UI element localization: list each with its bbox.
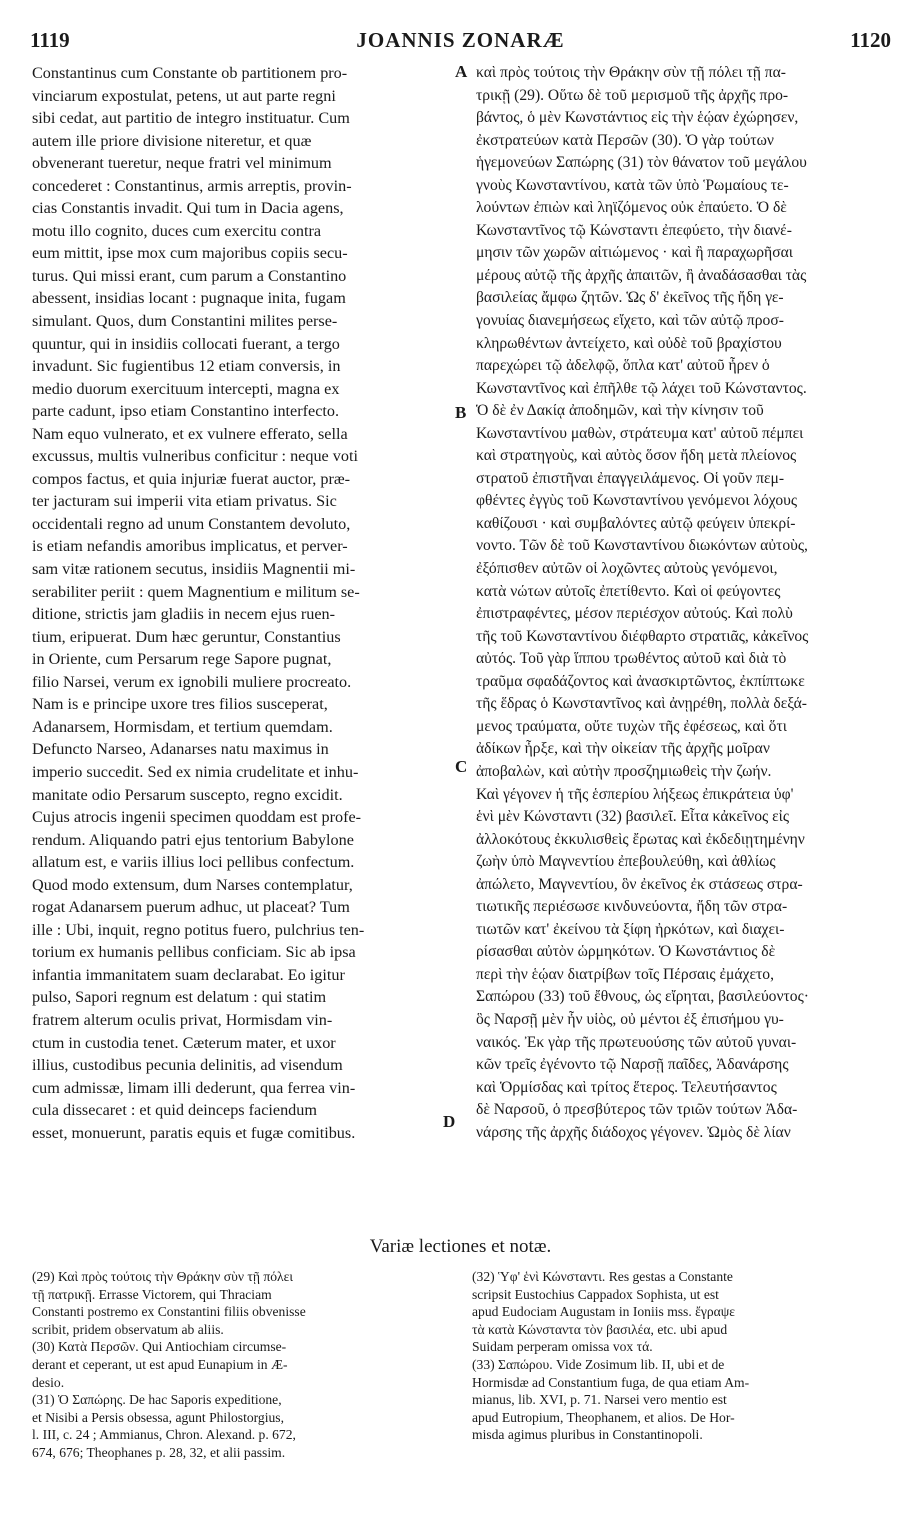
latin-text-line: ctum in custodia tenet. Cæterum mater, et uxor [32,1033,336,1052]
latin-text-line: Nam equo vulnerato, et ex vulnere efferato, sella [32,424,348,443]
latin-text-line: simulant. Quos, dum Constantini milites perse- [32,312,338,331]
greek-text-line: δὲ Ναρσοῦ, ὁ πρεσβύτερος τῶν τριῶν τούτων Ἀδα- [476,1101,798,1119]
latin-text-line: esset, monuerunt, paratis equis et fugæ comitibus. [32,1123,356,1142]
latin-text-line: in Oriente, cum Persarum rege Sapore pugnat, [32,650,332,669]
greek-text-line: ἐκστρατεύων κατὰ Περσῶν (30). Ὁ γὰρ τούτων [476,131,774,149]
latin-text-line: turus. Qui missi erant, cum parum a Constantino [32,266,347,285]
greek-text-line: ρίσασθαι αὐτὸν ὡρμηκότων. Ὁ Κωνστάντιος δὲ [476,943,776,961]
greek-text-line: τῆς τοῦ Κωνσταντίνου διέφθαρτο στρατιᾶς, κἀκεῖνος [476,627,809,645]
note-line: scripsit Eustochius Cappadox Sophista, ut est [472,1286,719,1302]
page-number-left: 1119 [30,28,70,52]
greek-text-line: παρεχώρει τῷ ἀδελφῷ, ὅπλα κατ' αὐτοῦ ἦρεν ὁ [476,357,770,375]
latin-text-line: autem ille priore divisione niteretur, et quæ [32,131,312,150]
latin-text-line: illius, custodibus pecunia delinitis, ad visendum [32,1056,343,1075]
latin-text-line: sam vitæ rationem secutus, insidiis Magnentii mi- [32,560,356,579]
note-line: desio. [32,1374,65,1390]
greek-text-line: βάντος, ὁ μὲν Κωνστάντιος εἰς τὴν ἑῴαν ἐχώρησεν, [476,109,799,127]
greek-text-line: μησιν τῶν χωρῶν αἰτιώμενος · καὶ ἢ παραχωρῆσαι [476,244,793,262]
latin-text-line: concederet : Constantinus, armis arreptis, provin- [32,176,352,195]
note-line: l. III, c. 24 ; Ammianus, Chron. Alexand. p. 672, [32,1427,296,1443]
greek-text-line: νοντο. Τῶν δὲ τοῦ Κωνσταντίνου διωκόντων αὐτοὺς, [476,537,808,555]
greek-text-line: καὶ πρὸς τούτοις τὴν Θράκην σὺν τῇ πόλει τῇ πα- [476,64,786,81]
latin-text-line: ditione, strictis jam gladiis in necem ejus ruen- [32,605,335,624]
latin-text-line: Nam is e principe uxore tres filios susceperat, [32,695,328,714]
notes-right-column [472,1268,892,1444]
latin-text-line: rogat Adanarsem puerum adhuc, ut placeat? Tum [32,898,350,917]
greek-text-line: τῆς ἕδρας ὁ Κωνσταντῖνος καὶ ἀνῃρέθη, πολλὰ δεξά- [476,695,807,713]
greek-text-line: ἀλλοκότους ἐκκυλισθεὶς ἔρωτας καὶ ἐκδεδιῃτημένην [476,830,805,848]
latin-text-line: manitate odio Persarum suscepto, regno excidit. [32,785,343,804]
latin-text-line: sibi cedat, aut partitio de integro instituatur. Cum [32,109,350,128]
margin-letter-b: B [455,403,467,422]
note-line: 674, 676; Theophanes p. 28, 32, et alii passim. [32,1444,286,1460]
greek-text-line: περὶ τὴν ἑῴαν διατρίβων τοῖς Πέρσαις ἐμάχετο, [476,965,774,983]
latin-column [32,62,450,1144]
margin-letter-a: A [455,62,468,81]
latin-text-line: ille : Ubi, inquit, regno potitus fuero, pulchrius ten- [32,920,365,939]
greek-column [476,62,890,1144]
latin-text-line: torium ex humanis pellibus conficiam. Sic ab ipsa [32,943,356,962]
greek-text-line: ἀπώλετο, Μαγνεντίου, ὃν ἐκεῖνος ἐκ στάσεως στρα- [476,875,803,893]
greek-text-line: ζωὴν ὑπὸ Μαγνεντίου ἐπεβουλεύθη, καὶ ἀθλίως [476,853,776,871]
note-line: (33) Σαπώρου. Vide Zosimum lib. II, ubi et de [472,1356,725,1372]
greek-text-line: ἡγεμονεύων Σαπώρης (31) τὸν θάνατον τοῦ μεγάλου [476,154,807,172]
latin-text-line: obvenerant tueretur, neque fratri vel minimum [32,154,332,173]
greek-text-line: ὃς Ναρσῇ μὲν ἦν υἱὸς, οὐ μέντοι ἐξ ἐπισήμου γυ- [476,1010,784,1028]
latin-text-line: vinciarum expostulat, petens, ut aut parte regni [32,86,336,105]
latin-text-line: Defuncto Narseo, Adanarses natu maximus in [32,740,329,759]
greek-text-line: καθίζουσι · καὶ συμβαλόντες αὐτῷ φεύγειν ὑπεκρί- [476,514,796,532]
page-number-right: 1120 [850,28,891,52]
greek-text-line: μενος τραύματα, οὔτε τυχὼν τῆς ἐφέσεως, καὶ ὅτι [476,717,787,735]
greek-text-line: κληρωθέντων ἀντείχετο, καὶ οὐδὲ τοῦ βραχίστου [476,334,782,352]
latin-text-line: is etiam nefandis amoribus implicatus, et perver- [32,537,348,556]
latin-text-line: Quod modo extensum, dum Narses contemplatur, [32,875,353,894]
latin-text-line: Adanarsem, Hormisdam, et tertium quemdam. [32,717,333,736]
note-line: et Nisibi a Persis obsessa, agunt Philostorgius, [32,1409,284,1425]
latin-text-line: allatum est, e variis illius loci pellibus confectum. [32,853,355,872]
greek-text-line: Κωνσταντῖνος τῷ Κώνσταντι ἐπεφύετο, τὴν διανέ- [476,221,792,239]
note-line: Suidam perperam omissa vox τά. [472,1339,653,1355]
greek-text-line: τρικῇ (29). Οὕτω δὲ τοῦ μερισμοῦ τῆς ἀρχῆς προ- [476,86,789,104]
latin-text-line: pulso, Sapori regnum est delatum : qui statim [32,988,327,1007]
greek-text-line: ἑνὶ μὲν Κώνσταντι (32) βασιλεῖ. Εἶτα κἀκεῖνος εἰς [476,808,790,826]
latin-text-line: cias Constantis invadit. Qui tum in Dacia agens, [32,199,344,218]
greek-text-line: μέρους αὐτῷ τῆς ἀρχῆς ἀπαιτῶν, ἢ ἀναδάσασθαι τὰς [476,266,807,284]
note-line: apud Eudociam Augustam in Ioniis mss. ἔγραψε [472,1304,735,1320]
greek-text-line: αὐτός. Τοῦ γὰρ ἵππου τρωθέντος αὐτοῦ καὶ διὰ τὸ [476,650,787,668]
latin-text-line: filio Narsei, verum ex ignobili muliere procreato. [32,672,352,691]
note-line: (32) Ὑφ' ἑνὶ Κώνσταντι. Res gestas a Constante [472,1269,733,1284]
latin-text-line: compos factus, et quia injuriæ fuerat auctor, præ- [32,469,351,488]
latin-text-line: imperio succedit. Sed ex nimia crudelitate et inhu- [32,762,359,781]
greek-text-line: τραῦμα σφαδάζοντος καὶ ἀνασκιρτῶντος, ἐκπίπτωκε [476,672,805,690]
greek-text-line: ναικός. Ἐκ γὰρ τῆς πρωτευούσης τῶν αὐτοῦ γυναι- [476,1033,797,1051]
note-line: (30) Κατὰ Περσῶν. Qui Antiochiam circumse- [32,1339,287,1355]
greek-text-line: γνοὺς Κωνσταντίνου, κατὰ τῶν ὑπὸ Ῥωμαίους τε- [476,176,789,194]
greek-text-line: τιωτῶν κατ' ἐκείνου τὰ ξίφη ἠρκότων, καὶ διαχει- [476,920,785,938]
greek-text-line: ἀποβαλὼν, καὶ αὐτὴν προσζημιωθεὶς τὴν ζωήν. [476,762,772,780]
note-line: (29) Καὶ πρὸς τούτοις τὴν Θράκην σὺν τῇ πόλει [32,1269,293,1284]
note-line: mianus, lib. XVI, p. 71. Narsei vero mentio est [472,1392,727,1408]
latin-text-line: parte cadunt, ipso etiam Constantino interfecto. [32,402,340,421]
greek-text-line: βασιλείας ἄμφω ζητῶν. Ὡς δ' ἐκεῖνος τῆς ἤδη γε- [476,289,784,307]
note-line: τὰ κατὰ Κώνσταντα τὸν βασιλέα, etc. ubi apud [472,1321,728,1337]
latin-text-line: eum mittit, ipse mox cum majoribus copiis secu- [32,244,348,263]
greek-text-line: καὶ Ὁρμίσδας καὶ τρίτος ἕτερος. Τελευτήσαντος [476,1078,777,1096]
greek-text-line: Καὶ γέγονεν ἡ τῆς ἑσπερίου λήξεως ἐπικράτεια ὑφ' [476,785,794,803]
greek-text-line: Κωνσταντῖνος καὶ ἐπῆλθε τῷ λάχει τοῦ Κώνσταντος. [476,379,807,397]
latin-text-line: invadunt. Sic fugientibus 12 etiam conversis, in [32,357,341,376]
greek-text-line: Κωνσταντίνου μαθὼν, στράτευμα κατ' αὐτοῦ πέμπει [476,424,804,442]
notes-title: Variæ lectiones et notæ. [369,1236,552,1257]
note-line: derant et ceperant, ut est apud Eunapium in Æ- [32,1356,288,1372]
latin-text-line: Cujus atrocis ingenii specimen quoddam est profe- [32,808,362,827]
note-line: τῇ πατρικῇ. Errasse Victorem, qui Thraciam [32,1286,272,1302]
greek-text-line: Ὁ δὲ ἐν Δακίᾳ ἀποδημῶν, καὶ τὴν κίνησιν τοῦ [476,402,764,420]
greek-text-line: Σαπώρου (33) τοῦ ἔθνους, ὡς εἴρηται, βασιλεύοντος· [476,988,809,1006]
latin-text-line: occidentali regno ad unum Constantem devoluto, [32,514,351,533]
note-line: scribit, pridem observatum ab aliis. [32,1321,224,1337]
latin-text-line: cula dissecaret : et quid deinceps faciendum [32,1101,317,1120]
greek-text-line: ἐπιστραφέντες, μέσον περιέσχον αὐτούς. Καὶ πολὺ [476,605,793,623]
greek-text-line: φθέντες ἐγγὺς τοῦ Κωνσταντίνου γενόμενοι λόχους [476,492,798,510]
note-line: Constanti postremo ex Constantini filiis obvenisse [32,1304,306,1320]
greek-text-line: ἐξόπισθεν αὐτῶν οἱ λοχῶντες αὐτοὺς γενόμενοι, [476,560,778,578]
margin-letter-c: C [455,757,468,776]
greek-text-line: κῶν τρεῖς ἐγένοντο τῷ Ναρσῇ παῖδες, Ἀδανάρσης [476,1056,789,1074]
greek-text-line: νάρσης τῆς ἀρχῆς διάδοχος γέγονεν. Ὠμὸς δὲ λίαν [476,1123,791,1141]
latin-text-line: excussus, multis vulneribus conficitur : neque voti [32,447,358,466]
notes-left-column [32,1268,452,1462]
note-line: Hormisdæ ad Constantium fuga, de qua etiam Am- [472,1374,750,1390]
greek-text-line: τιωτικῆς περιέσωσε κινδυνεύοντα, ἤδη τῶν στρα- [476,898,788,916]
latin-text-line: tium, eripuerat. Dum hæc geruntur, Constantius [32,627,341,646]
latin-text-line: fratrem alterum oculis privat, Hormisdam vin- [32,1010,333,1029]
latin-text-line: motu illo cognito, duces cum exercitu contra [32,221,322,240]
latin-text-line: infantia immanitatem suam declarabat. Eo igitur [32,965,345,984]
running-title: JOANNIS ZONARÆ [356,28,565,52]
latin-text-line: ter jacturam sui imperii vita etiam privatus. Sic [32,492,337,511]
latin-text-line: rendum. Aliquando patri ejus tentorium Babylone [32,830,354,849]
greek-text-line: λούντων ἐπιὼν καὶ ληϊζόμενος οὐκ ἐπαύετο. Ὁ δὲ [476,199,787,217]
latin-text-line: medio duorum exercituum intercepti, magna ex [32,379,340,398]
greek-text-line: κατὰ νώτων αὐτοῖς ἐπετίθεντο. Καὶ οἱ φεύγοντες [476,582,781,600]
latin-text-line: quuntur, qui in insidiis collocati fuerant, a tergo [32,334,340,353]
margin-letter-d: D [443,1112,456,1131]
note-line: apud Eutropium, Theophanem, et alios. De Hor- [472,1409,735,1425]
greek-text-line: στρατοῦ ἐπιστῆναι ἐπαγγειλάμενος. Οἱ γοῦν πεμ- [476,469,785,487]
note-line: misda agimus pluribus in Constantinopoli. [472,1427,703,1443]
greek-text-line: ἀδίκων ἦρξε, καὶ τὴν οἰκείαν τῆς ἀρχῆς μοῖραν [476,740,770,758]
latin-text-line: abessent, insidias locant : pugnaque inita, fugam [32,289,346,308]
note-line: (31) Ὁ Σαπώρης. De hac Saporis expeditione, [32,1392,282,1408]
greek-text-line: καὶ στρατηγοὺς, καὶ αὐτὸς ὅσον ἤδη μετὰ πλείονος [476,447,797,465]
latin-text-line: serabiliter periit : quem Magnentium e militum se- [32,582,360,601]
latin-text-line: cum admissæ, limam illi dederunt, qua ferrea vin- [32,1078,356,1097]
greek-text-line: γονυίας διανεμήσεως εἴχετο, καὶ τῶν αὐτῷ προσ- [476,312,784,330]
latin-text-line: Constantinus cum Constante ob partitionem pro- [32,64,348,82]
